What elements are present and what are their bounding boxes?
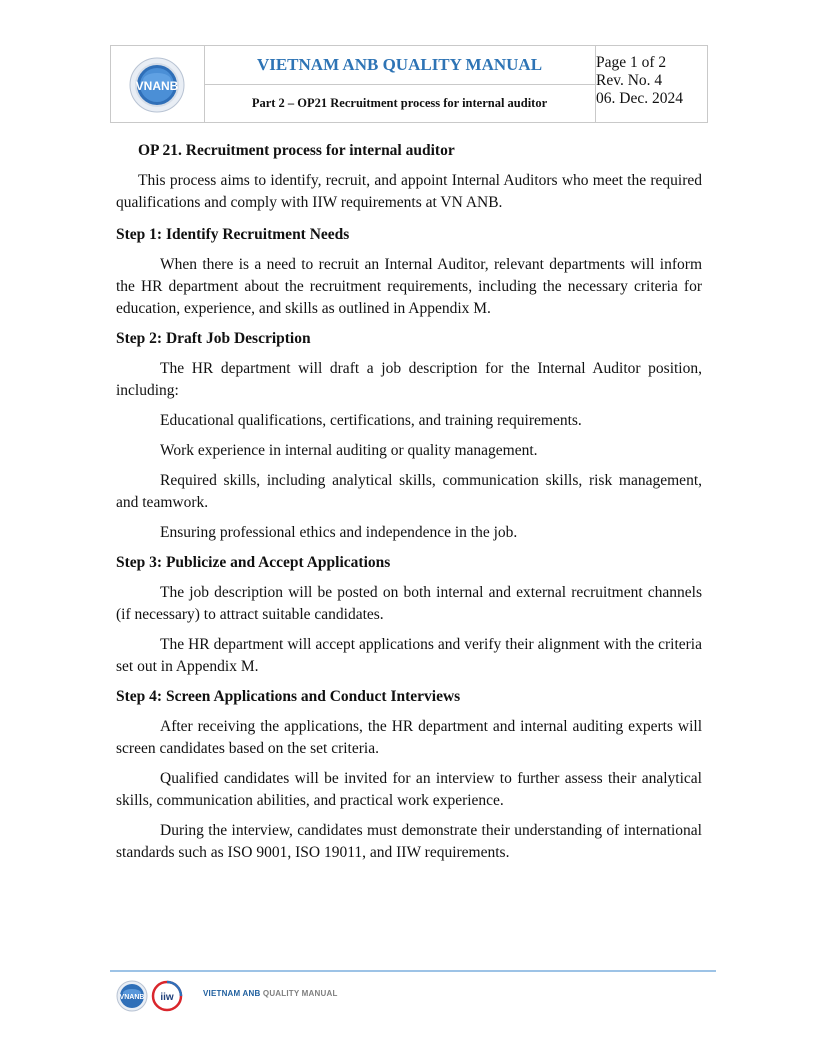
footer-divider <box>110 970 716 972</box>
step2-heading: Step 2: Draft Job Description <box>116 330 311 347</box>
intro-paragraph: This process aims to identify, recruit, and appoint Internal Auditors who meet the required qualifications and comply with IIW requirements at VN ANB. <box>116 172 702 211</box>
page-number: Page 1 of 2 <box>596 54 667 71</box>
manual-title: VIETNAM ANB QUALITY MANUAL <box>204 46 595 85</box>
step2-paragraph: The HR department will draft a job description for the Internal Auditor position, including: <box>116 360 702 399</box>
vnanb-footer-logo-icon <box>116 980 148 1012</box>
svg-text:iiw: iiw <box>160 992 174 1003</box>
svg-text:VNANB: VNANB <box>135 79 179 93</box>
svg-text:VNANB: VNANB <box>119 994 145 1001</box>
step4-paragraph: After receiving the applications, the HR department and internal auditing experts will screen candidates based on the set criteria. <box>116 718 702 757</box>
vnanb-logo-icon <box>129 57 185 113</box>
step4-heading: Step 4: Screen Applications and Conduct Interviews <box>116 688 461 705</box>
iiw-logo-icon <box>151 980 183 1012</box>
step2-item: Educational qualifications, certifications, and training requirements. <box>160 412 582 429</box>
revision-number: Rev. No. 4 <box>596 72 663 89</box>
section-subtitle: Part 2 – OP21 Recruitment process for internal auditor <box>251 96 548 110</box>
header-logo-cell <box>111 46 205 122</box>
page-footer <box>116 980 416 1012</box>
footer-brand-text <box>203 989 338 998</box>
document-header <box>110 45 708 123</box>
step2-item: Work experience in internal auditing or quality management. <box>160 442 538 459</box>
step1-heading: Step 1: Identify Recruitment Needs <box>116 226 350 243</box>
revision-date: 06. Dec. 2024 <box>596 90 683 107</box>
step3-paragraph: The HR department will accept applications and verify their alignment with the criteria set out in Appendix M. <box>116 636 702 675</box>
step3-paragraph: The job description will be posted on both internal and external recruitment channels (if necessary) to attract suitable candidates. <box>116 584 702 623</box>
header-meta <box>596 54 706 108</box>
step4-paragraph: Qualified candidates will be invited for an interview to further assess their analytical skills, communication abilities, and practical work experience. <box>116 770 702 809</box>
header-title-cell <box>204 46 596 122</box>
document-body <box>116 140 702 872</box>
step1-paragraph: When there is a need to recruit an Internal Auditor, relevant departments will inform the HR department about the recruitment requirements, including the necessary criteria for education, experience, and skills as outlined in Appendix M. <box>116 256 702 317</box>
step4-paragraph: During the interview, candidates must demonstrate their understanding of international standards such as ISO 9001, ISO 19011, and IIW requirements. <box>116 822 702 861</box>
step2-item: Ensuring professional ethics and independence in the job. <box>160 524 518 541</box>
footer-brand-bold: VIETNAM ANB <box>203 989 261 998</box>
step2-item: Required skills, including analytical skills, communication skills, risk management, and teamwork. <box>116 472 702 511</box>
footer-brand-rest: QUALITY MANUAL <box>260 989 338 998</box>
document-title: OP 21. Recruitment process for internal auditor <box>138 142 455 159</box>
step3-heading: Step 3: Publicize and Accept Applications <box>116 554 391 571</box>
